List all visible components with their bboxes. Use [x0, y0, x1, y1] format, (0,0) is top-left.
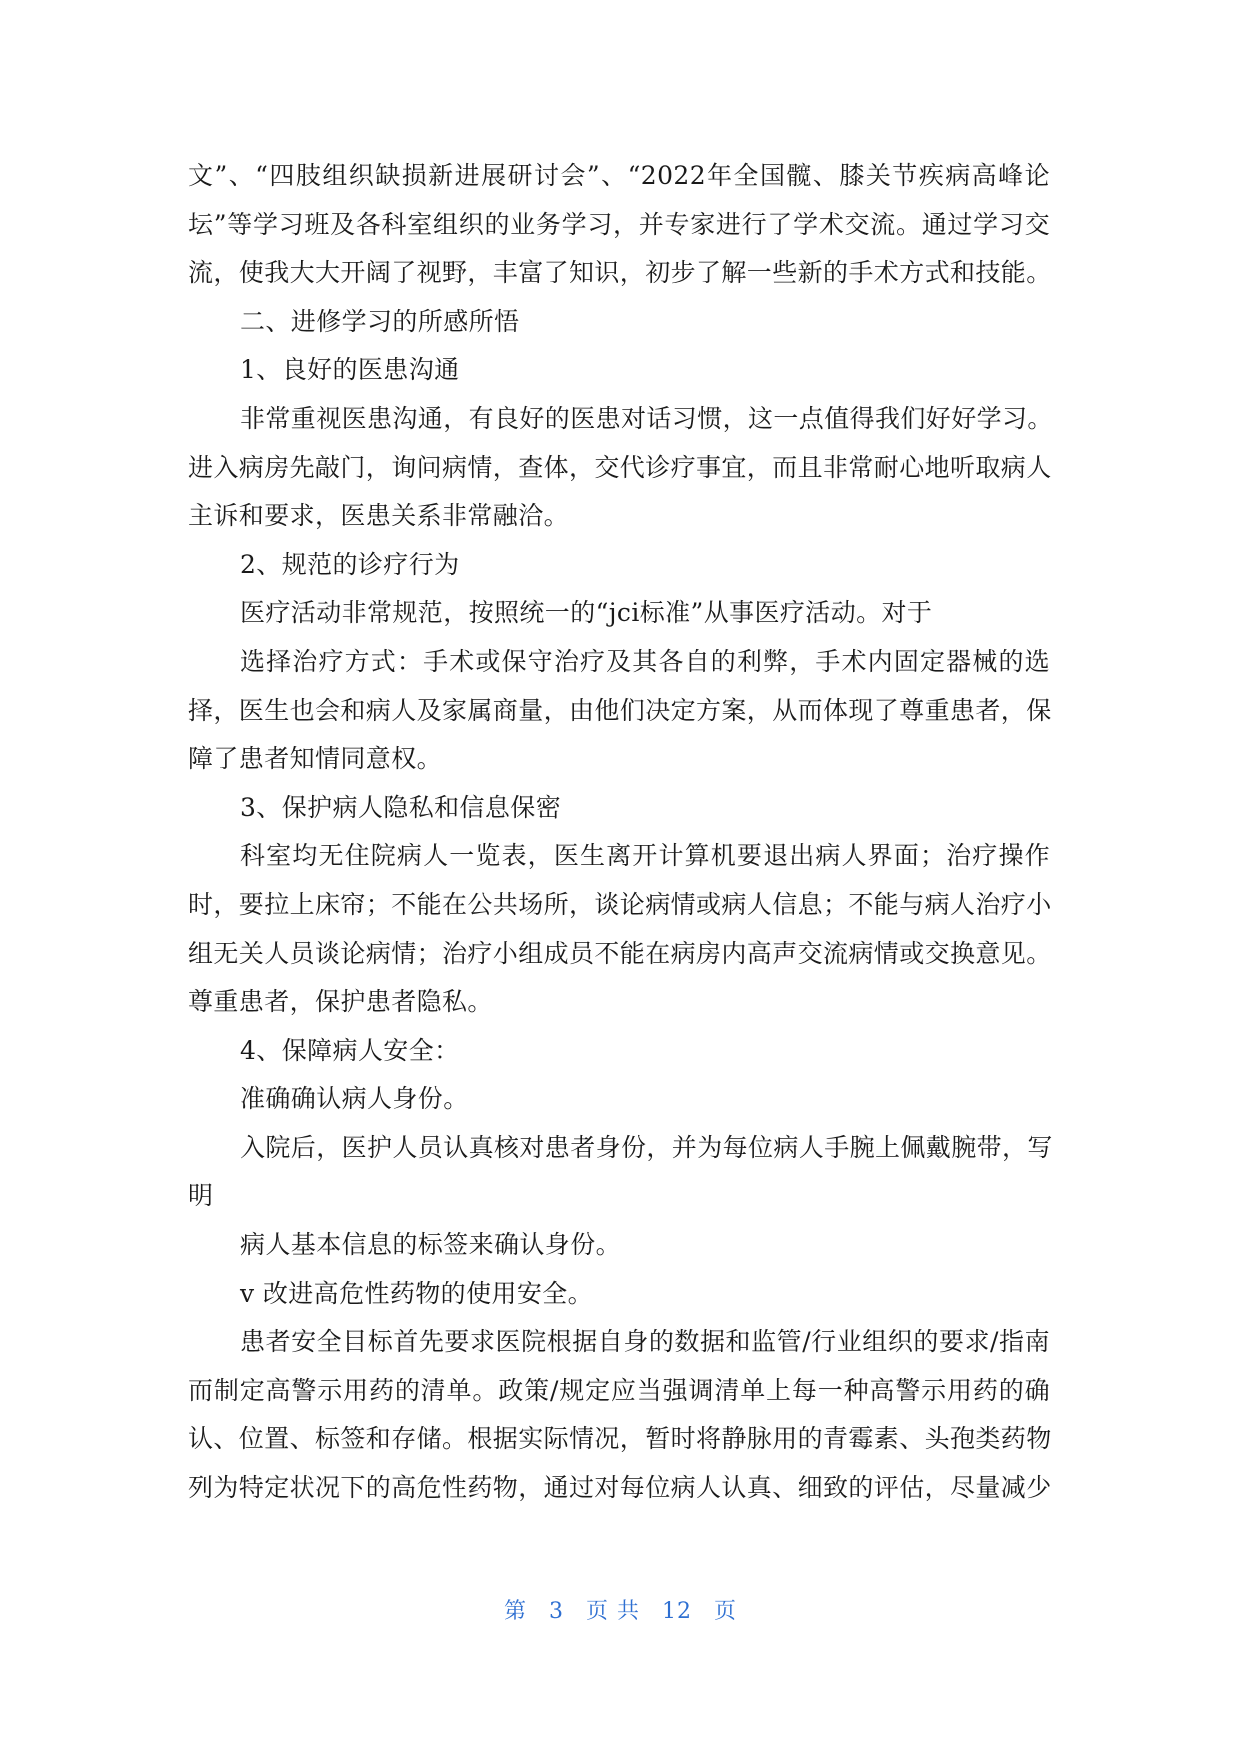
- footer-current-page: 3: [549, 1599, 564, 1624]
- text-line: 科室均无住院病人一览表，医生离开计算机要退出病人界面；治疗操作: [240, 841, 1050, 871]
- text-line: 尊重患者，保护患者隐私。: [188, 987, 493, 1017]
- text-line: 列为特定状况下的高危性药物，通过对每位病人认真、细致的评估，尽量减少: [188, 1473, 1052, 1503]
- text-line: 坛”等学习班及各科室组织的业务学习，并专家进行了学术交流。通过学习交: [188, 209, 1050, 239]
- text-line: 选择治疗方式：手术或保守治疗及其各自的利弊，手术内固定器械的选: [240, 646, 1050, 676]
- text-line: v 改进高危性药物的使用安全。: [240, 1278, 594, 1308]
- footer-total-pages: 12: [662, 1599, 692, 1624]
- text-line: 病人基本信息的标签来确认身份。: [240, 1230, 622, 1260]
- text-line: 认、位置、标签和存储。根据实际情况，暂时将静脉用的青霉素、头孢类药物: [188, 1424, 1052, 1454]
- text-line: 非常重视医患沟通，有良好的医患对话习惯，这一点值得我们好好学习。: [240, 403, 1053, 433]
- text-line: 流，使我大大开阔了视野，丰富了知识，初步了解一些新的手术方式和技能。: [188, 258, 1052, 288]
- text-line: 组无关人员谈论病情；治疗小组成员不能在病房内高声交流病情或交换意见。: [188, 938, 1052, 968]
- footer-middle: 页 共: [586, 1599, 640, 1624]
- text-line: 患者安全目标首先要求医院根据自身的数据和监管/行业组织的要求/指南: [240, 1327, 1050, 1357]
- document-body: [188, 152, 1053, 1513]
- text-line: 2、规范的诊疗行为: [240, 549, 460, 579]
- text-line: 二、进修学习的所感所悟: [240, 306, 520, 336]
- text-line: 时，要拉上床帘；不能在公共场所，谈论病情或病人信息；不能与病人治疗小: [188, 889, 1052, 919]
- text-line: 1、良好的医患沟通: [240, 355, 460, 385]
- text-line: 择，医生也会和病人及家属商量，由他们决定方案，从而体现了尊重患者，保: [188, 695, 1052, 725]
- text-line: 主诉和要求，医患关系非常融洽。: [188, 501, 570, 531]
- text-line: 4、保障病人安全：: [240, 1035, 460, 1065]
- text-line: 准确确认病人身份。: [240, 1084, 469, 1114]
- text-line: 入院后，医护人员认真核对患者身份，并为每位病人手腕上佩戴腕带，写: [240, 1132, 1053, 1162]
- page-footer: [0, 1594, 1241, 1625]
- text-line: 文”、“四肢组织缺损新进展研讨会”、“2022年全国髋、膝关节疾病高峰论: [188, 161, 1050, 190]
- text-line: 明: [188, 1181, 214, 1211]
- footer-prefix: 第: [503, 1599, 527, 1624]
- text-line: 障了患者知情同意权。: [188, 744, 443, 774]
- text-line: 医疗活动非常规范，按照统一的“jci标准”从事医疗活动。对于: [240, 598, 933, 628]
- text-line: 3、保护病人隐私和信息保密: [240, 792, 562, 822]
- text-line: 进入病房先敲门，询问病情，查体，交代诊疗事宜，而且非常耐心地听取病人: [188, 452, 1052, 482]
- footer-suffix: 页: [714, 1599, 738, 1624]
- text-line: 而制定高警示用药的清单。政策/规定应当强调清单上每一种高警示用药的确: [188, 1375, 1050, 1405]
